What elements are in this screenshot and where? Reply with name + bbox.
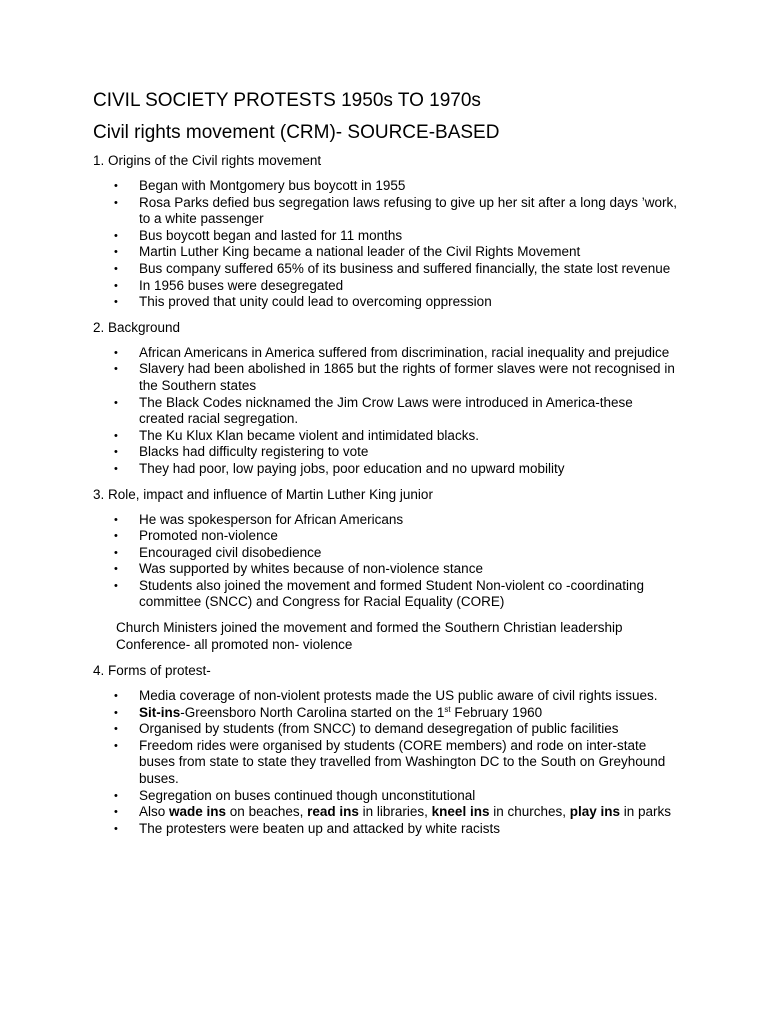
list-item: [93, 278, 678, 295]
plain-text: February 1960: [450, 704, 543, 720]
list-item: [93, 294, 678, 311]
list-item: [93, 512, 678, 529]
list-item: [93, 178, 678, 195]
list-item-text: He was spokesperson for African Americans: [139, 511, 404, 527]
list-item: [93, 578, 678, 611]
list-item-text: [139, 705, 542, 720]
list-item-text: The Black Codes nicknamed the Jim Crow Laws were introduced in America-these created racial segregation.: [139, 394, 633, 427]
list-item: [93, 545, 678, 562]
list-item: [93, 461, 678, 478]
list-item-text: Slavery had been abolished in 1865 but the rights of former slaves were not recognised in the Southern states: [139, 361, 675, 393]
plain-text: -Greensboro North Carolina started on the 1: [180, 704, 445, 720]
list-item-text: Encouraged civil disobedience: [139, 544, 322, 560]
plain-text: in churches,: [489, 804, 570, 820]
plain-text: in parks: [620, 804, 672, 820]
emphasis-text: Sit-ins: [139, 704, 181, 720]
bullet-list: [93, 345, 678, 478]
list-item: [93, 705, 678, 722]
list-item-text: Blacks had difficulty registering to vote: [139, 444, 369, 460]
document-title: CIVIL SOCIETY PROTESTS 1950s TO 1970s: [93, 90, 481, 111]
bullet-icon: •: [114, 822, 118, 835]
list-item-text: This proved that unity could lead to overcoming oppression: [139, 294, 492, 310]
list-item: [93, 821, 678, 838]
bullet-icon: •: [114, 196, 118, 209]
list-item-text: Began with Montgomery bus boycott in 1955: [139, 178, 406, 193]
bullet-icon: •: [114, 806, 118, 819]
list-item: [93, 228, 678, 245]
list-item-text: Was supported by whites because of non-violence stance: [139, 561, 483, 577]
bullet-icon: •: [114, 723, 118, 736]
bullet-icon: •: [114, 363, 118, 376]
plain-text: Also: [139, 804, 170, 820]
list-item: [93, 804, 678, 821]
bullet-icon: •: [114, 690, 118, 703]
list-item: [93, 428, 678, 445]
emphasis-text: kneel ins: [431, 804, 490, 820]
plain-text: on beaches,: [226, 804, 308, 820]
list-item-text: Media coverage of non-violent protests made the US public aware of civil rights issues.: [139, 688, 658, 704]
list-item: [93, 361, 678, 394]
list-item-text: Bus company suffered 65% of its business and suffered financially, the state lost revenue: [139, 260, 671, 276]
list-item: [93, 261, 678, 278]
bullet-icon: •: [114, 563, 118, 576]
list-item: [93, 345, 678, 362]
list-item-text: The protesters were beaten up and attacked by white racists: [139, 820, 500, 836]
list-item-text: Bus boycott began and lasted for 11 months: [139, 227, 403, 243]
bullet-list: [93, 688, 678, 837]
bullet-icon: •: [114, 246, 118, 259]
bullet-icon: •: [114, 462, 118, 475]
bullet-icon: •: [114, 739, 118, 752]
emphasis-text: play ins: [569, 804, 621, 820]
list-item: [93, 688, 678, 705]
list-item: [93, 738, 678, 788]
bullet-icon: •: [114, 296, 118, 309]
emphasis-text: read ins: [307, 804, 359, 820]
list-item-text: Promoted non-violence: [139, 528, 278, 544]
bullet-icon: •: [114, 262, 118, 275]
list-item: [93, 528, 678, 545]
list-item-text: Martin Luther King became a national leader of the Civil Rights Movement: [139, 244, 581, 260]
emphasis-text: wade ins: [169, 804, 227, 820]
list-item-text: Segregation on buses continued though unconstitutional: [139, 787, 476, 803]
ordinal-suffix: st: [444, 704, 451, 714]
list-item: [93, 788, 678, 805]
section-heading: 1. Origins of the Civil rights movement: [93, 153, 322, 168]
document-subtitle: Civil rights movement (CRM)- SOURCE-BASED: [93, 122, 500, 143]
list-item: [93, 244, 678, 261]
list-item-text: Rosa Parks defied bus segregation laws refusing to give up her sit after a long days ’work, to a white passenger: [139, 194, 678, 227]
bullet-icon: •: [114, 279, 118, 292]
list-item-text: [139, 804, 671, 819]
sections-container: [93, 152, 678, 837]
bullet-icon: •: [114, 546, 118, 559]
bullet-icon: •: [114, 396, 118, 409]
bullet-icon: •: [114, 513, 118, 526]
list-item-text: Freedom rides were organised by students (CORE members) and rode on inter-state buses from state to state they travelled from Washington DC to the South on Greyhound buses.: [139, 737, 666, 787]
bullet-icon: •: [114, 346, 118, 359]
section-paragraph: Church Ministers joined the movement and formed the Southern Christian leadership Conference- all promoted non- violence: [116, 620, 623, 653]
list-item: [93, 195, 678, 228]
list-item: [93, 561, 678, 578]
bullet-icon: •: [114, 180, 118, 192]
bullet-list: [93, 512, 678, 612]
section-heading: 2. Background: [93, 319, 181, 335]
list-item-text: They had poor, low paying jobs, poor education and no upward mobility: [139, 460, 565, 476]
list-item-text: Students also joined the movement and formed Student Non-violent co -coordinating committee (SNCC) and Congress for Racial Equality (CORE): [139, 577, 645, 610]
bullet-icon: •: [114, 429, 118, 442]
bullet-list: [93, 178, 678, 311]
list-item: [93, 721, 678, 738]
section-heading: 3. Role, impact and influence of Martin Luther King junior: [93, 486, 433, 502]
bullet-icon: •: [114, 789, 118, 802]
list-item: [93, 395, 678, 428]
list-item-text: In 1956 buses were desegregated: [139, 277, 344, 293]
list-item-text: Organised by students (from SNCC) to demand desegregation of public facilities: [139, 721, 619, 737]
bullet-icon: •: [114, 579, 118, 592]
bullet-icon: •: [114, 229, 118, 242]
list-item-text: The Ku Klux Klan became violent and intimidated blacks.: [139, 427, 479, 443]
section-heading: 4. Forms of protest-: [93, 663, 211, 679]
bullet-icon: •: [114, 706, 118, 719]
bullet-icon: •: [114, 530, 118, 543]
list-item: [93, 444, 678, 461]
bullet-icon: •: [114, 446, 118, 459]
list-item-text: African Americans in America suffered from discrimination, racial inequality and prejudice: [139, 344, 670, 360]
plain-text: in libraries,: [358, 804, 432, 820]
